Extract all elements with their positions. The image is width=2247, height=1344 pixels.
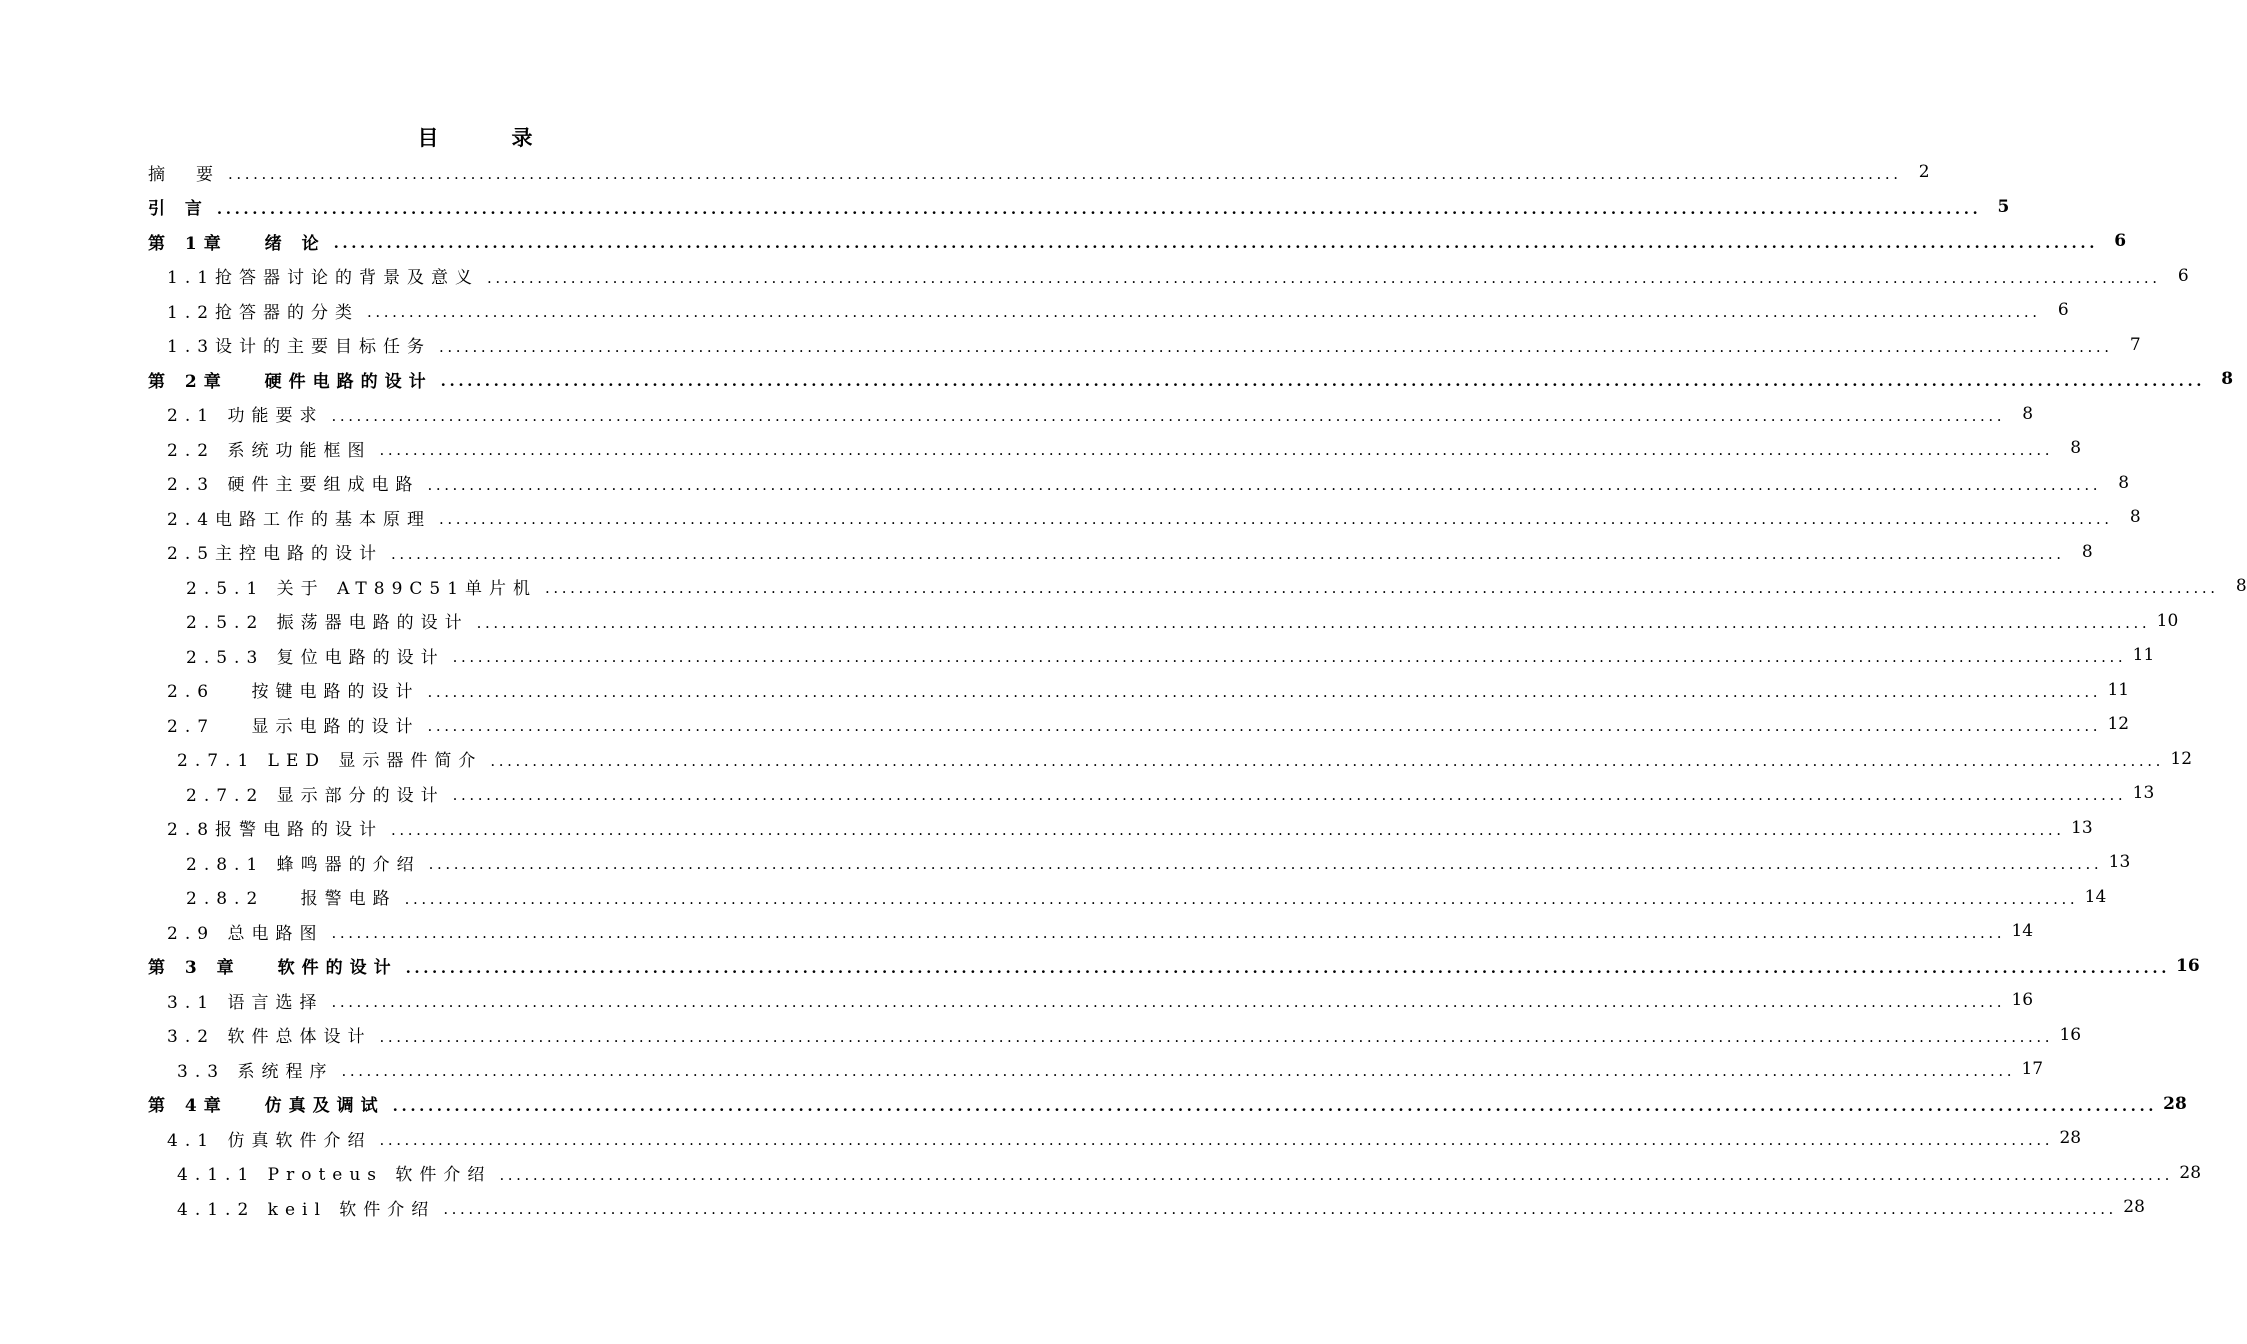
toc-entry[interactable] [177,1190,2145,1224]
toc-page-number: 7 [2129,334,2141,355]
toc-page-number: 13 [2108,852,2131,872]
toc-entry-label: 1.3设计的主要目标任务 [167,337,432,357]
toc-page-number: 11 [2107,679,2130,700]
toc-entry-label: 2.8报警电路的设计 [167,820,384,840]
toc-leader-dots: ........................................................................................................................................................................................................ [341,1062,2016,1080]
toc-entry-label: 3.3 系统程序 [177,1061,334,1082]
toc-page-number: 8 [2221,369,2234,389]
toc-leader-dots: ........................................................................................................................................................................................................ [392,1096,2158,1115]
page-title: 目 录 [417,125,559,150]
toc-entry-label: 2.7.2 显示部分的设计 [186,785,445,806]
toc-leader-dots: ........................................................................................................................................................................................................ [499,1165,2174,1184]
toc-leader-dots: ........................................................................................................................................................................................................ [333,234,2099,252]
toc-entry[interactable] [177,1052,2044,1086]
toc-leader-dots: ........................................................................................................................................................................................................ [405,958,2171,977]
toc-entry-label: 1.2抢答器的分类 [167,302,360,323]
toc-page-number: 13 [2071,817,2093,838]
toc-leader-dots: ........................................................................................................................................................................................................ [379,1131,2054,1149]
toc-entry[interactable] [186,776,2155,810]
toc-page-number: 8 [2022,403,2034,424]
toc-entry[interactable] [167,707,2130,741]
toc-entry[interactable] [167,535,2093,569]
toc-leader-dots: ........................................................................................................................................................................................................ [439,510,2113,528]
toc-entry-label: 摘 要 [148,164,220,185]
toc-page-number: 16 [2011,990,2034,1010]
toc-entry[interactable] [167,293,2069,327]
toc-page-number: 28 [2179,1162,2202,1183]
toc-leader-dots: ........................................................................................................................................................................................................ [367,303,2041,321]
toc-entry-label: 第 3 章 软件的设计 [148,958,398,978]
toc-leader-dots: ........................................................................................................................................................................................................ [216,199,1982,218]
toc-entry-label: 2.9 总电路图 [167,923,324,944]
toc-entry-label: 4.1 仿真软件介绍 [167,1130,372,1151]
toc-leader-dots: ........................................................................................................................................................................................................ [391,544,2065,563]
toc-entry[interactable] [167,983,2034,1017]
toc-entry-label: 2.4电路工作的基本原理 [167,509,432,530]
toc-page-number: 13 [2132,783,2155,803]
toc-page-number: 14 [2084,886,2107,907]
toc-entry-label: 第 4章 仿真及调试 [148,1096,385,1116]
toc-entry[interactable] [167,259,2189,293]
toc-leader-dots: ........................................................................................................................................................................................................ [331,924,2006,942]
toc-entry[interactable] [167,397,2034,431]
toc-entry-label: 2.8.2 报警电路 [186,889,397,909]
toc-leader-dots: ........................................................................................................................................................................................................ [476,613,2151,632]
toc-leader-dots: ........................................................................................................................................................................................................ [490,751,2165,770]
toc-entry[interactable] [177,742,2193,776]
toc-entry-label: 4.1.2 keil 软件介绍 [177,1199,436,1220]
toc-page-number: 8 [2129,507,2141,527]
toc-entry-label: 2.7 显示电路的设计 [167,716,420,737]
toc-leader-dots: ........................................................................................................................................................................................................ [440,372,2206,390]
toc-page-number: 8 [2070,438,2082,458]
toc-leader-dots: ........................................................................................................................................................................................................ [427,717,2102,735]
toc-entry[interactable] [148,190,2010,224]
toc-leader-dots: ........................................................................................................................................................................................................ [545,579,2219,597]
toc-entry[interactable] [167,466,2130,500]
toc-page-number: 10 [2156,610,2179,631]
toc-entry[interactable] [186,845,2131,879]
toc-entry-label: 2.3 硬件主要组成电路 [167,475,420,495]
toc-entry[interactable] [148,1087,2187,1121]
toc-page-number: 12 [2107,714,2130,734]
toc-entry[interactable] [167,1018,2082,1052]
toc-page-number: 8 [2081,541,2093,562]
toc-leader-dots: ........................................................................................................................................................................................................ [452,648,2127,666]
toc-leader-dots: ........................................................................................................................................................................................................ [427,682,2102,701]
toc-entry[interactable] [167,431,2082,465]
toc-page-number: 28 [2163,1093,2187,1114]
toc-entry[interactable] [148,155,1930,189]
toc-page-number: 11 [2132,645,2155,665]
toc-entry-label: 2.2 系统功能框图 [167,440,372,461]
toc-leader-dots: ........................................................................................................................................................................................................ [428,855,2103,873]
toc-entry-label: 第 2章 硬件电路的设计 [148,371,433,392]
toc-leader-dots: ........................................................................................................................................................................................................ [439,337,2113,356]
toc-entry-label: 2.8.1 蜂鸣器的介绍 [186,854,421,875]
toc-entry-label: 2.5主控电路的设计 [167,544,384,564]
toc-entry[interactable] [167,328,2141,362]
toc-leader-dots: ........................................................................................................................................................................................................ [404,889,2079,908]
toc-entry[interactable] [186,604,2179,638]
toc-leader-dots: ........................................................................................................................................................................................................ [443,1200,2117,1218]
toc-leader-dots: ........................................................................................................................................................................................................ [331,406,2006,425]
toc-entry[interactable] [148,949,2200,983]
toc-page-number: 16 [2059,1024,2082,1045]
toc-entry[interactable] [186,880,2107,914]
toc-page-number: 8 [2118,472,2130,493]
toc-entry-label: 第 1章 绪 论 [148,233,326,254]
toc-entry-label: 2.6 按键电路的设计 [167,682,420,702]
toc-page-number: 16 [2176,955,2200,976]
toc-entry[interactable] [148,362,2234,396]
toc-page-number: 28 [2059,1128,2082,1148]
toc-entry-label: 3.1 语言选择 [167,992,324,1013]
toc-entry-label: 3.2 软件总体设计 [167,1027,372,1047]
toc-page-number: 2 [1918,162,1930,182]
toc-entry-label: 1.1抢答器讨论的背景及意义 [167,268,480,288]
toc-page-number: 14 [2011,921,2034,941]
toc-entry-label: 引 言 [148,199,209,219]
toc-leader-dots: ........................................................................................................................................................................................................ [427,475,2102,494]
toc-leader-dots: ........................................................................................................................................................................................................ [391,820,2065,839]
toc-entry-label: 2.5.1 关于 AT89C51单片机 [186,578,538,599]
toc-leader-dots: ........................................................................................................................................................................................................ [379,441,2054,459]
toc-entry[interactable] [177,1156,2202,1190]
toc-entry[interactable] [186,638,2155,672]
toc-entry-label: 4.1.1 Proteus 软件介绍 [177,1165,492,1185]
toc-leader-dots: ........................................................................................................................................................................................................ [379,1027,2054,1046]
toc-leader-dots: ........................................................................................................................................................................................................ [452,786,2127,804]
toc-page-number: 6 [2177,265,2189,286]
toc-leader-dots: ........................................................................................................................................................................................................ [331,993,2006,1011]
toc-page-number: 6 [2057,300,2069,320]
toc-leader-dots: ........................................................................................................................................................................................................ [487,268,2161,287]
toc-page-number: 28 [2123,1197,2145,1217]
toc-entry[interactable] [186,569,2247,603]
toc-entry-label: 2.7.1 LED 显示器件简介 [177,751,483,771]
toc-page-number: 6 [2114,231,2127,251]
toc-entry-label: 2.5.2 振荡器电路的设计 [186,613,469,633]
toc-entry-label: 2.5.3 复位电路的设计 [186,647,445,668]
toc-entry[interactable] [167,914,2034,948]
toc-page-number: 8 [2235,576,2247,596]
toc-page-number: 12 [2170,748,2193,769]
toc-page-number: 17 [2021,1059,2044,1079]
toc-page-number: 5 [1997,196,2010,217]
toc-entry[interactable] [167,673,2130,707]
toc-entry[interactable] [167,500,2141,534]
toc-entry-label: 2.1 功能要求 [167,406,324,426]
toc-entry[interactable] [148,224,2127,258]
toc-leader-dots: ........................................................................................................................................................................................................ [228,165,1902,183]
toc-entry[interactable] [167,811,2093,845]
toc-entry[interactable] [167,1121,2082,1155]
